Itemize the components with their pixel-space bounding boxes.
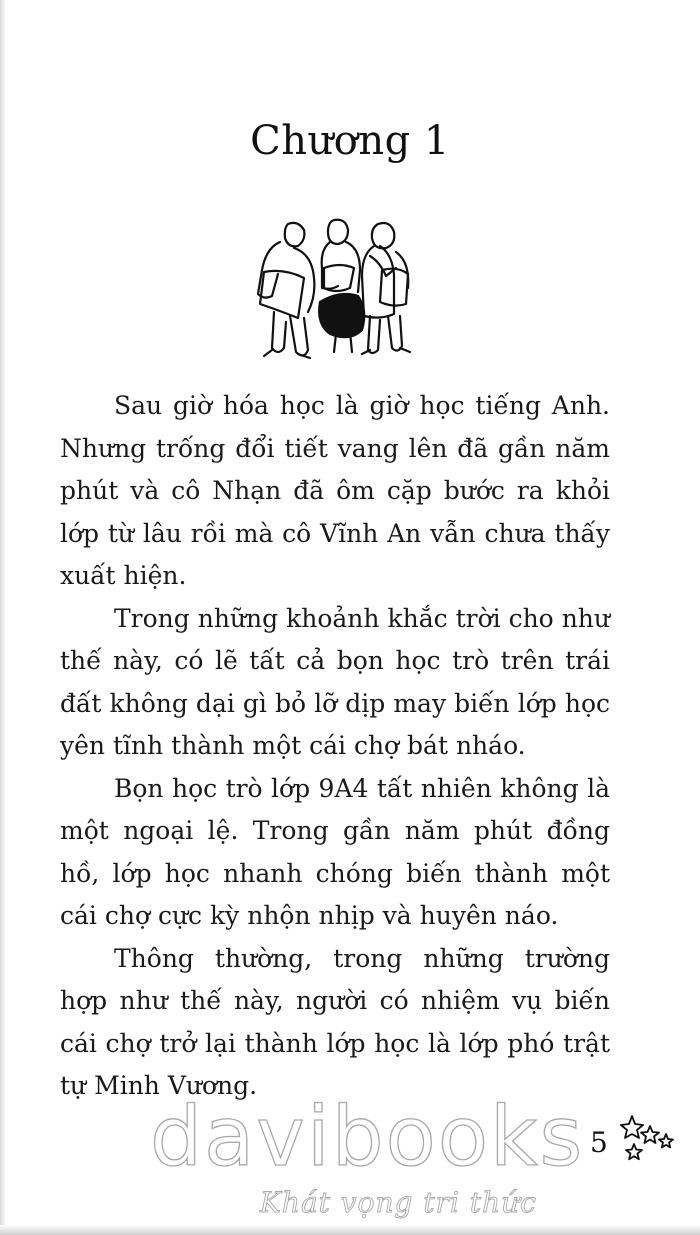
watermark-brand: davibooks [150, 1090, 585, 1185]
watermark-tagline: Khát vọng tri thức [260, 1186, 537, 1219]
paragraph: Trong những khoảnh khắc trời cho như thế này, có lẽ tất cả bọn học trò trên trái đất không dại gì bỏ lỡ dịp may biến lớp học yên tĩnh thành một cái chợ bát nháo. [60, 603, 610, 760]
chapter-title: Chương 1 [250, 118, 450, 164]
three-students-illustration-icon [250, 212, 420, 372]
paragraph: Sau giờ hóa học là giờ học tiếng Anh. Nhưng trống đổi tiết vang lên đã gần năm phút và cô Nhạn đã ôm cặp bước ra khỏi lớp từ lâu rồi mà cô Vĩnh An vẫn chưa thấy xuất hiện. [60, 391, 610, 590]
chapter-body [60, 385, 610, 1108]
page-left-edge [0, 0, 6, 1235]
page-number: 5 [590, 1126, 608, 1159]
stars-ornament-icon [614, 1112, 674, 1168]
paragraph: Thông thường, trong những trường hợp như thế này, người có nhiệm vụ biến cái chợ trở lại thành lớp học là lớp phó trật tự Minh Vương. [60, 943, 610, 1100]
paragraph: Bọn học trò lớp 9A4 tất nhiên không là một ngoại lệ. Trong gần năm phút đồng hồ, lớp học nhanh chóng biến thành một cái chợ cực kỳ nhộn nhịp và huyên náo. [60, 773, 610, 930]
publisher-watermark [150, 1090, 585, 1230]
